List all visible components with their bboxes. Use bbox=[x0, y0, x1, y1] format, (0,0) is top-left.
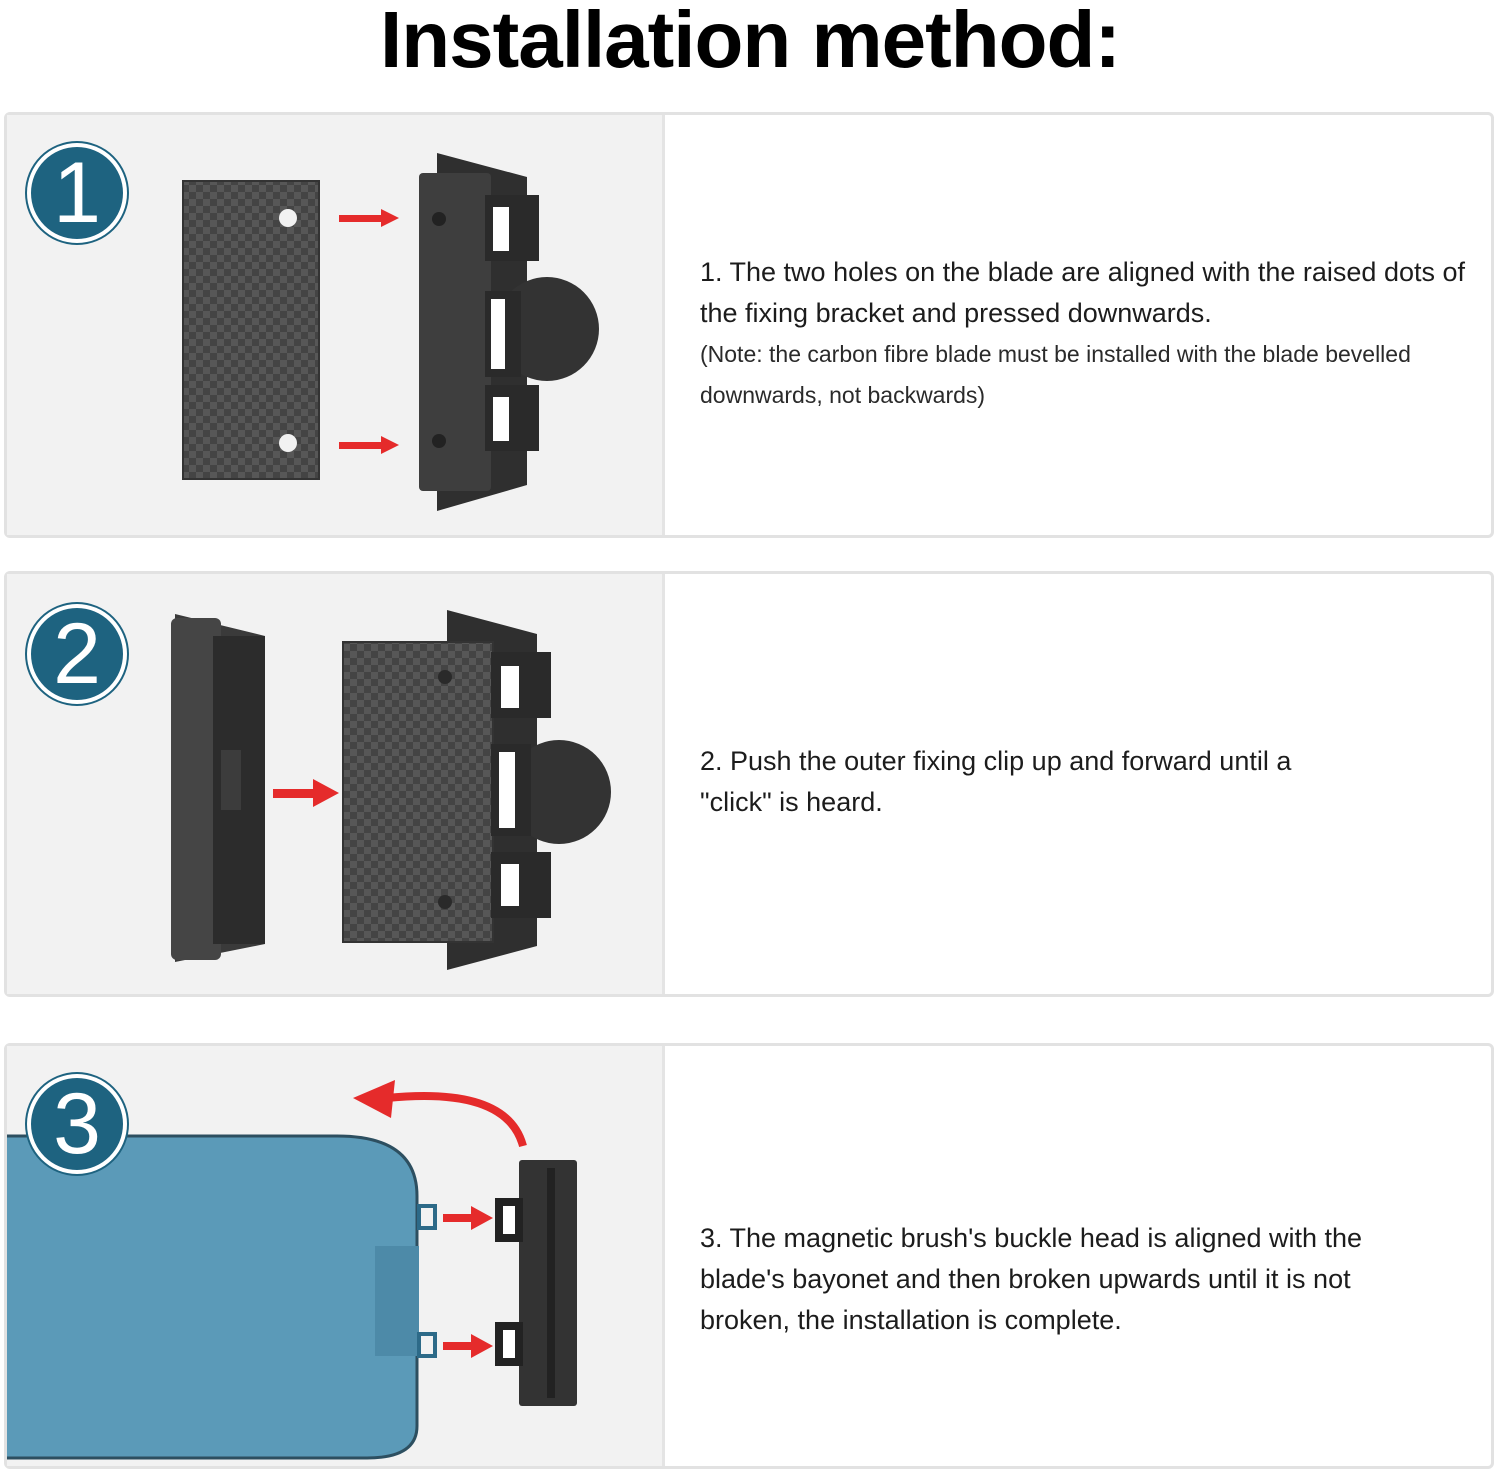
fixing-bracket bbox=[419, 153, 599, 511]
page-title: Installation method: bbox=[380, 0, 1120, 84]
step-number-badge: 1 bbox=[27, 143, 127, 243]
outer-fixing-clip bbox=[171, 614, 265, 962]
step-1-illustration bbox=[7, 115, 665, 535]
carbon-blade bbox=[183, 181, 319, 479]
step-number-badge: 3 bbox=[27, 1074, 127, 1174]
arrow-icon bbox=[273, 779, 339, 807]
step-3-description bbox=[700, 1046, 1471, 1466]
step-3-text: 3. The magnetic brush's buckle head is aligned with the blade's bayonet and then broken upwards until it is not broken, the installation is complete. bbox=[700, 1223, 1363, 1335]
step-2-panel bbox=[4, 571, 1494, 997]
magnetic-brush-body bbox=[7, 1136, 435, 1458]
step-3-illustration bbox=[7, 1046, 665, 1466]
arrow-icon bbox=[443, 1206, 493, 1358]
curved-arrow-icon bbox=[353, 1080, 523, 1146]
step-number-badge: 2 bbox=[27, 604, 127, 704]
step-1-text: 1. The two holes on the blade are aligned with the raised dots of the fixing bracket and pressed downwards. bbox=[700, 257, 1466, 328]
bracket-with-blade bbox=[343, 610, 611, 970]
step-2-text: 2. Push the outer fixing clip up and forward until a "click" is heard. bbox=[700, 746, 1292, 817]
step-1-panel bbox=[4, 112, 1494, 538]
arrow-icon bbox=[339, 209, 399, 454]
step-3-panel bbox=[4, 1043, 1494, 1469]
step-1-note: (Note: the carbon fibre blade must be installed with the blade bevelled downwards, not backwards) bbox=[700, 341, 1411, 408]
step-2-illustration bbox=[7, 574, 665, 994]
step-2-description bbox=[700, 574, 1471, 994]
step-1-description bbox=[700, 115, 1471, 535]
carbon-blade-side bbox=[495, 1160, 577, 1406]
